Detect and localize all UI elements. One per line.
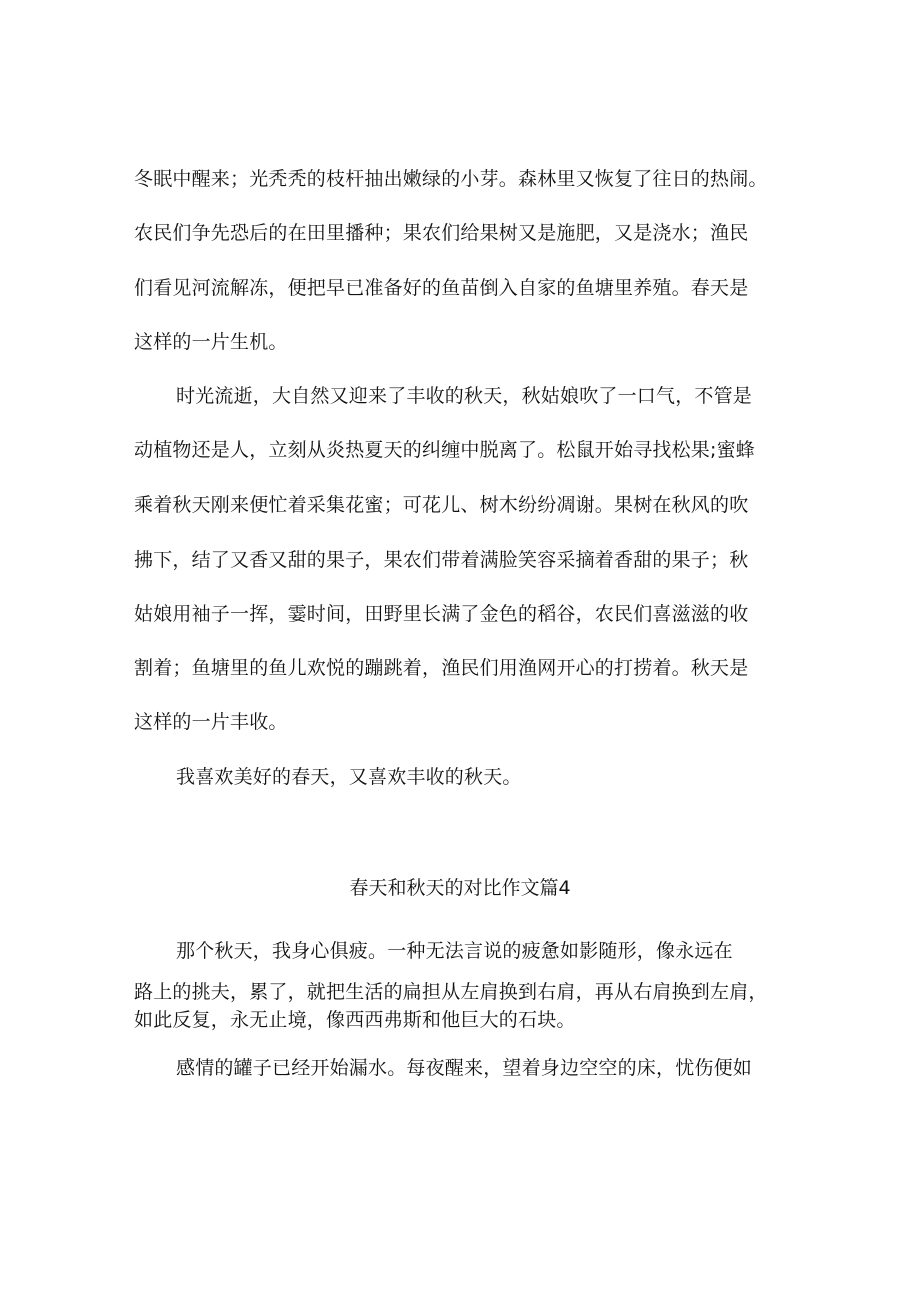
paragraph-line: 乘着秋天刚来便忙着采集花蜜；可花儿、树木纷纷凋谢。果树在秋风的吹 (134, 494, 749, 516)
paragraph-line: 割着；鱼塘里的鱼儿欢悦的蹦跳着，渔民们用渔网开心的打捞着。秋天是 (134, 657, 749, 679)
paragraph-line: 冬眠中醒来；光秃秃的枝杆抽出嫩绿的小芽。森林里又恢复了往日的热闹。 (134, 168, 768, 190)
paragraph-line: 那个秋天，我身心俱疲。一种无法言说的疲惫如影随形，像永远在 (176, 940, 733, 962)
paragraph-line: 感情的罐子已经开始漏水。每夜醒来，望着身边空空的床，忧伤便如 (176, 1057, 753, 1079)
paragraph-line: 这样的一片生机。 (134, 331, 288, 353)
paragraph-line: 农民们争先恐后的在田里播种；果农们给果树又是施肥，又是浇水；渔民 (134, 222, 749, 244)
paragraph-line: 拂下，结了又香又甜的果子，果农们带着满脸笑容采摘着香甜的果子；秋 (134, 549, 749, 571)
section-title: 春天和秋天的对比作文篇4 (349, 877, 571, 899)
paragraph-line: 这样的一片丰收。 (134, 711, 288, 733)
paragraph-line: 姑娘用袖子一挥，霎时间，田野里长满了金色的稻谷，农民们喜滋滋的收 (134, 603, 749, 625)
paragraph-line: 们看见河流解冻，便把早已准备好的鱼苗倒入自家的鱼塘里养殖。春天是 (134, 277, 749, 299)
paragraph-line: 路上的挑夫，累了，就把生活的扁担从左肩换到右肩，再从右肩换到左肩， (134, 981, 768, 1003)
paragraph-3: 我喜欢美好的春天，又喜欢丰收的秋天。 (176, 766, 522, 788)
paragraph-line: 动植物还是人，立刻从炎热夏天的纠缠中脱离了。松鼠开始寻找松果;蜜蜂 (134, 439, 756, 461)
paragraph-line: 时光流逝，大自然又迎来了丰收的秋天，秋姑娘吹了一口气，不管是 (176, 385, 753, 407)
paragraph-line: 如此反复，永无止境，像西西弗斯和他巨大的石块。 (134, 1009, 576, 1031)
